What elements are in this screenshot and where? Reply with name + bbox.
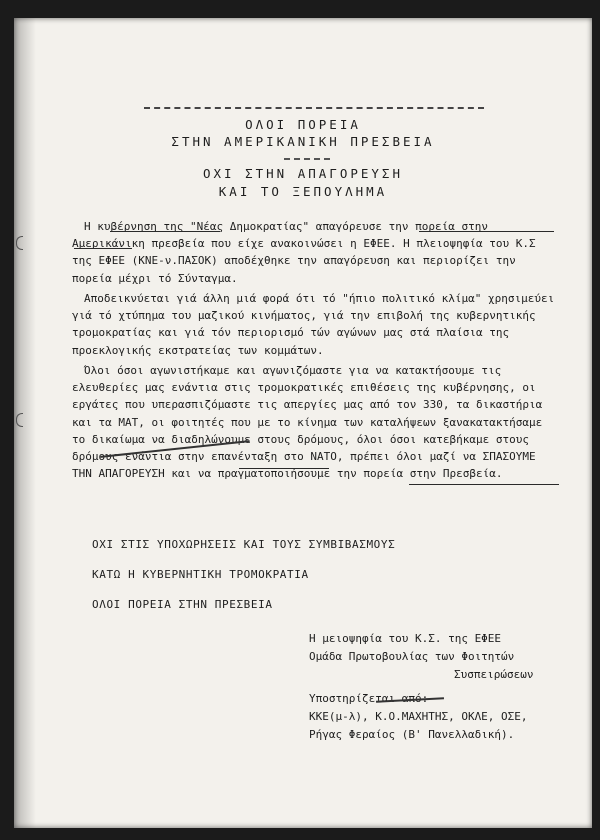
header-line-4: ΚΑΙ ΤΟ ΞΕΠΟΥΛΗΜΑ — [218, 184, 388, 199]
paragraph-1: Η κυβέρνηση της "Νέας Δημοκρατίας" απαγόρευσε την πορεία στην Αμερικάνικη πρεσβεία που είχε ανακοινώσει η ΕΦΕΕ. Η πλειοψηφία του Κ.Σ της ΕΦΕΕ (ΚΝΕ-ν.ΠΑΣΟΚ) αποδέχθηκε την απαγόρευση και περιορίζει την πορεία μέχρι τό Σύνταγμα. — [72, 220, 536, 285]
header-line-1: ΟΛΟΙ ΠΟΡΕΙΑ — [245, 117, 361, 132]
signature-line-2: Ομάδα Πρωτοβουλίας των Φοιτητών — [309, 650, 515, 663]
strike-through-mark — [239, 468, 329, 469]
header-divider — [284, 158, 330, 160]
document-page — [14, 18, 592, 828]
paragraph-3: Όλοι όσοι αγωνιστήκαμε και αγωνιζόμαστε για να κατακτήσουμε τις ελευθερίες μας ενάντια στις τρομοκρατικές επιθέσεις της κυβέρνησης, οι εργάτες που υπερασπιζόμαστε τις απεργίες μας από τον 330, τα δικαστήρια και τα ΜΑΤ, οι φοιτητές που με το κίνημα των καταλήψεων ξανακατακτήσαμε το δικαίωμα να διαδηλώνουμε στους δρόμους, όλοι όσοι κατεβήκαμε στους δρόμους ενάντια στην επανένταξη στο ΝΑΤΟ, πρέπει όλοι μαζί να ΣΠΑΣΟΥΜΕ ΤΗΝ ΑΠΑΓΟΡΕΥΣΗ και να πραγματοποιήσουμε την πορεία στην Πρεσβεία. — [72, 364, 543, 481]
underline-mark — [419, 231, 554, 232]
signature-line-1: Η μειοψηφία του Κ.Σ. της ΕΦΕΕ — [309, 632, 502, 645]
top-dashed-rule — [144, 107, 484, 109]
header-line-3: ΟΧΙ ΣΤΗΝ ΑΠΑΓΟΡΕΥΣΗ — [203, 166, 403, 181]
header-line-2: ΣΤΗΝ ΑΜΕΡΙΚΑΝΙΚΗ ΠΡΕΣΒΕΙΑ — [171, 134, 435, 149]
underline-mark — [74, 248, 132, 249]
supporters-line-2: Ρήγας Φεραίος (Β' Πανελλαδική). — [309, 728, 515, 741]
margin-bracket-mark — [16, 236, 23, 250]
margin-bracket-mark — [16, 413, 23, 427]
slogan-2: ΚΑΤΩ Η ΚΥΒΕΡΝΗΤΙΚΗ ΤΡΟΜΟΚΡΑΤΙΑ — [92, 568, 309, 581]
slogan-1: ΟΧΙ ΣΤΙΣ ΥΠΟΧΩΡΗΣΕΙΣ ΚΑΙ ΤΟΥΣ ΣΥΜΒΙΒΑΣΜΟΥΣ — [92, 538, 396, 551]
paragraph-2: Αποδεικνύεται γιά άλλη μιά φορά ότι τό "ήπιο πολιτικό κλίμα" χρησιμεύει γιά τό χτύπημα του μαζικού κινήματος, γιά την επιβολή της κυβερνητικής τρομοκρατίας και γιά τόν περιορισμό τών αγώνων μας στά πλαίσια της προεκλογικής εκστρατείας των κομμάτων. — [72, 292, 555, 357]
signature-line-3: Συσπειρώσεων — [454, 668, 534, 681]
underline-mark — [110, 231, 220, 232]
support-label: Υποστηρίζεται από: — [309, 692, 429, 705]
slogan-3: ΟΛΟΙ ΠΟΡΕΙΑ ΣΤΗΝ ΠΡΕΣΒΕΙΑ — [92, 598, 273, 611]
supporters-line-1: ΚΚΕ(μ-λ), Κ.Ο.ΜΑΧΗΤΗΣ, ΟΚΛΕ, ΟΣΕ, — [309, 710, 528, 723]
strike-through-mark — [409, 484, 559, 485]
